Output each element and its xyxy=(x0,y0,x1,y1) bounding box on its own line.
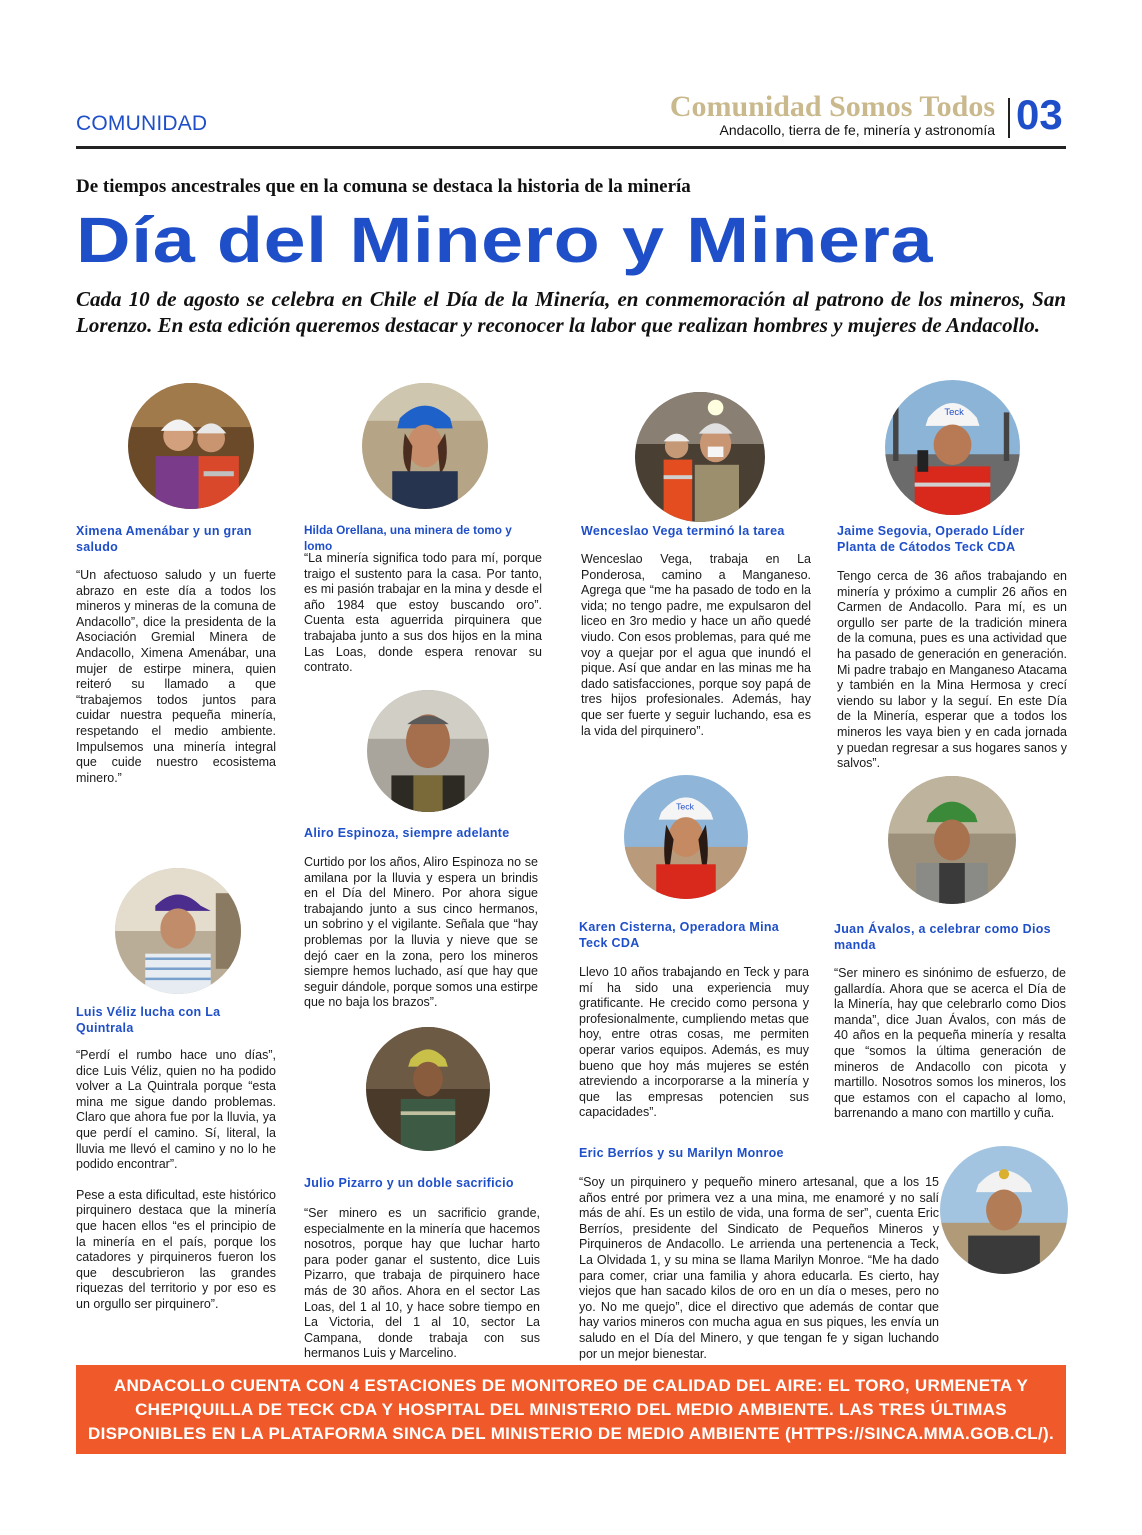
karen-photo-icon xyxy=(624,775,748,899)
wenceslao-title: Wenceslao Vega terminó la tarea xyxy=(581,524,785,538)
karen-text: Llevo 10 años trabajando en Teck y para mí ha sido una experiencia muy gratificante. He crecido como persona y profesionalmente, cumpliendo metas que hoy, entre otras cosas, me permiten operar varios equipos. Además, es muy bueno que hoy más mujeres se estén atreviendo a incorporarse a la minería y que las empresas potencien sus capacidades”. xyxy=(579,965,809,1120)
julio-title: Julio Pizarro y un doble sacrificio xyxy=(304,1176,514,1190)
luis-paragraph-2: Pese a esta dificultad, este histórico pirquinero destaca que la minería que hacen ellos “es el principio de la minería en el país, porque los catadores y pirquineros fueron los que descubrieron las grandes riquezas del territorio y por eso es un orgullo ser pirquinero”. xyxy=(76,1187,276,1311)
jaime-text: Tengo cerca de 36 años trabajando en minería y próximo a cumplir 26 años en Carmen de Andacollo. Para mí, es un orgullo ser parte de la tradición minera de la comuna, pues es una actividad que ha pasado de generación en generación. Mi padre trabajo en Manganeso Atacama y también en la Mina Hermosa y crecí viendo su labor y la seguí. En este Día de la Minería, esperar que a todos los mineros les vaya bien y en cada jornada y puedan regresar a sus hogares sanos y salvos”. xyxy=(837,569,1067,771)
helmet-logo: Teck xyxy=(676,801,694,812)
wenceslao-text: Wenceslao Vega, trabaja en La Ponderosa, camino a Manganeso. Agrega que “me ha pasado de todo en la vida; no tengo padre, me expulsaron del liceo en 3ro medio y hace un año quedé viudo. Con esos problemas, para qué me voy a quejar por el agua que inundó el pique. Así que andar en las minas me ha dado satisfacciones, porque soy papá de tres hijos profesionales. Además, hay que ser fuerte y seguir luchando, esa es la vida del pirquinero”. xyxy=(581,552,811,738)
julio-text: “Ser minero es un sacrificio grande, especialmente en la minería que hacemos nosotros, porque hay que luchar harto para poder ganar el sustento, dice Luis Pizarro, que trabaja de pirquinero hace más de 30 años. Ahora en el sector Las Loas, del 1 al 10, y hace sobre tiempo en La Victoria, del 1 al 10, sector La Campana, donde trabaja con sus hermanos Luis y Marcelino. xyxy=(304,1206,540,1361)
header-rule xyxy=(76,146,1066,149)
header-divider xyxy=(1008,98,1010,138)
juan-photo-icon xyxy=(888,776,1016,904)
wenceslao-photo-icon xyxy=(635,392,765,522)
juan-text: “Ser minero es sinónimo de esfuerzo, de gallardía. Ahora que se acerca el Día de la Minería, hay que celebrarlo como Dios manda”, dice Juan Ávalos, con más de 40 años en la pequeña minería y resalta que “somos la última generación de mineros de Andacollo con picota y martillo. Nosotros somos los mineros, los que estamos con el capacho al lomo, barrenando a mano con martillo y cuña. xyxy=(834,966,1066,1121)
ximena-title: Ximena Amenábar y un gran saludo xyxy=(76,524,252,554)
eric-title: Eric Berríos y su Marilyn Monroe xyxy=(579,1146,784,1160)
hilda-photo-icon xyxy=(362,383,488,509)
aliro-text: Curtido por los años, Aliro Espinoza no se amilana por la lluvia y espera un brindis en el Día del Minero. Por ahora sigue trabajando junto a sus cinco hermanos, un sobrino y el vigilante. Señala que “hay problemas por la lluvia y nieve que se dejó caer en la zona, pero los mineros siempre hemos luchado, así que hay que seguir dándole, porque somos una estirpe que no baja los brazos”. xyxy=(304,855,538,1010)
luis-text xyxy=(76,1048,276,1328)
jaime-photo-icon xyxy=(885,380,1020,515)
brand-title: Comunidad Somos Todos xyxy=(669,90,995,123)
article-lead: Cada 10 de agosto se celebra en Chile el Día de la Minería, en conmemoración al patrono de los mineros, San Lorenzo. En esta edición queremos destacar y reconocer la labor que realizan hombres y mujeres de Andacollo. xyxy=(76,287,1066,337)
hilda-title: Hilda Orellana, una minera de tomo y lomo xyxy=(304,523,512,553)
info-banner xyxy=(76,1365,1066,1454)
eric-text: “Soy un pirquinero y pequeño minero artesanal, que a los 15 años entré por primera vez a una mina, me enamoré y no salí más de ahí. Es un estilo de vida, una forma de ser”, cuenta Eric Berríos, presidente del Sindicato de Pequeños Mineros y Pirquineros de Andacollo. Le arrienda una pertenencia a Teck, La Olvidada 1, y su mina se llama Marilyn Monroe. “Me ha dado para comer, criar una familia y ahora educarla. Es cierto, hay viejos que han sacado kilos de oro en un día o meses, pero no yo. No me quejo”, dice el directivo que además de contar que hay varios mineros con mucha agua en sus piques, les envía un saludo en el Día del Minero, y que tengan fe y sigan luchando por un mejor bienestar. xyxy=(579,1175,939,1361)
article-kicker: De tiempos ancestrales que en la comuna se destaca la historia de la minería xyxy=(76,176,691,197)
helmet-logo: Teck xyxy=(944,407,964,419)
hilda-text: “La minería significa todo para mí, porque traigo el sustento para la casa. Por tanto, es mi pasión trabajar en la mina y desde el año 1984 que estoy buscando oro”. Cuenta esta aguerrida pirquinera que trabajaba junto a sus dos hijos en la mina Las Loas, donde espera renovar su contrato. xyxy=(304,551,542,675)
section-label: COMUNIDAD xyxy=(76,112,208,135)
aliro-title: Aliro Espinoza, siempre adelante xyxy=(304,826,510,840)
eric-photo-icon xyxy=(940,1146,1068,1274)
julio-photo-icon xyxy=(366,1027,490,1151)
info-banner-text: ANDACOLLO CUENTA CON 4 ESTACIONES DE MONITOREO DE CALIDAD DEL AIRE: EL TORO, URMENETA Y CHEPIQUILLA DE TECK CDA Y HOSPITAL DEL MINISTERIO DEL MEDIO AMBIENTE. LAS TRES ÚLTIMAS DISPONIBLES EN LA PLATAFORMA SINCA DEL MINISTERIO DE MEDIO AMBIENTE (HTTPS://SINCA.MMA.GOB.CL/). xyxy=(88,1376,1054,1443)
ximena-photo-icon xyxy=(128,383,254,509)
brand-block xyxy=(615,92,995,138)
luis-paragraph-1: “Perdí el rumbo hace uno días”, dice Luis Véliz, quien no ha podido volver a La Quintrala porque “esta mina me sigue dando problemas. Claro que ahora fue por la lluvia, ya que perdí el camino. Sí, literal, la lluvia me llevó el camino y no lo he podido encontrar”. xyxy=(76,1048,276,1172)
luis-title: Luis Véliz lucha con La Quintrala xyxy=(76,1005,221,1035)
page-number: 03 xyxy=(1016,91,1063,138)
luis-photo-icon xyxy=(115,868,241,994)
brand-subtitle: Andacollo, tierra de fe, minería y astronomía xyxy=(719,122,995,138)
aliro-photo-icon xyxy=(367,690,489,812)
ximena-text: “Un afectuoso saludo y un fuerte abrazo en este día a todos los mineros y mineras de la comuna de Andacollo”, dice la presidenta de la Asociación Gremial Minera de Andacollo, Ximena Amenábar, una mujer de estirpe minera, quien reiteró su llamado a que “trabajemos todos juntos para cuidar nuestra pequeña minería, respetando el medio ambiente. Impulsemos una minería integral que cuide nuestro ecosistema minero.” xyxy=(76,568,276,785)
karen-title: Karen Cisterna, Operadora Mina Teck CDA xyxy=(579,920,780,950)
juan-title: Juan Ávalos, a celebrar como Dios manda xyxy=(834,922,1051,952)
article-headline: Día del Minero y Minera xyxy=(76,204,934,276)
jaime-title: Jaime Segovia, Operado Líder Planta de Cátodos Teck CDA xyxy=(837,524,1025,554)
